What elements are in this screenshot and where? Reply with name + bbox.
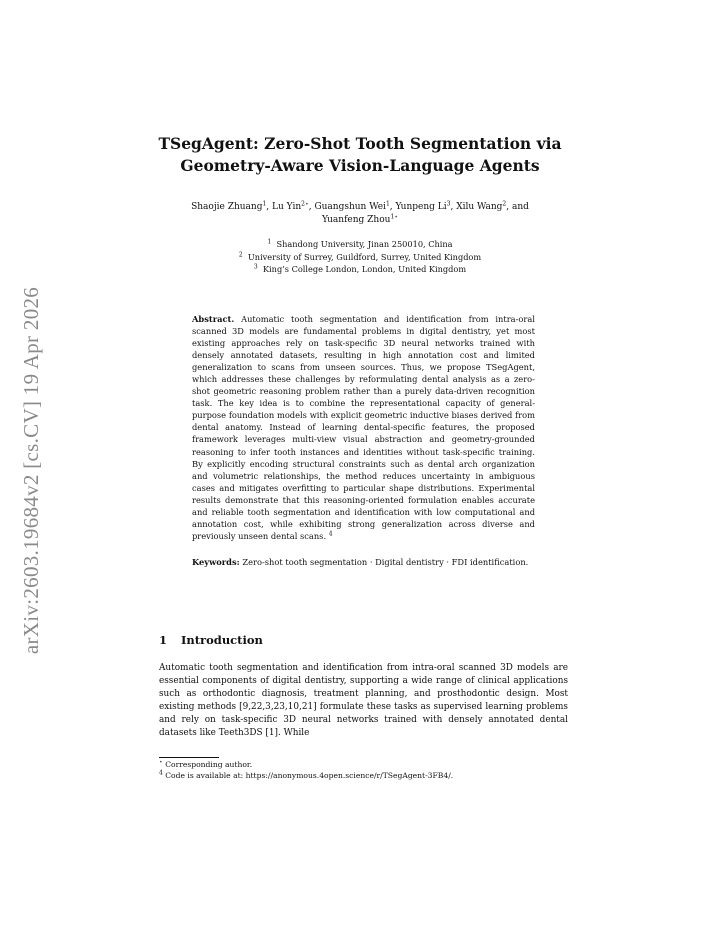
author-list [140,201,580,227]
title-line-1: TSegAgent: Zero-Shot Tooth Segmentation via [158,134,562,153]
author: Lu Yin$^{2⋆}$, [272,200,315,212]
affiliation: $^1$ Shandong University, Jinan 250010, China [267,238,453,249]
paper-title [120,133,600,177]
arxiv-sidebar-stamp [14,260,50,680]
section-heading-introduction [159,633,263,647]
arxiv-identifier: arXiv:2603.19684v2 [cs.CV] 19 Apr 2026 [19,286,44,654]
abstract-text: Automatic tooth segmentation and identification from intra-oral scanned 3D models are fundamental problems in digital dentistry, yet most existing approaches rely on task-specific 3D neural networks trained with densely annotated datasets, resulting in high annotation cost and limited generalization to scans from unseen sources. Thus, we propose TSegAgent, which addresses these challenges by reformulating dental analysis as a zero-shot geometric reasoning problem rather than a purely data-driven recognition task. The key idea is to combine the representational capacity of general-purpose foundation models with explicit geometric inductive biases derived from dental anatomy. Instead of learning dental-specific features, the proposed framework leverages multi-view visual abstraction and geometry-grounded reasoning to infer tooth instances and identities without task-specific training. By explicitly encoding structural constraints such as dental arch organization and volumetric relationships, the method reduces uncertainty in ambiguous cases and mitigates overfitting to particular shape distributions. Experimental results demonstrate that this reasoning-oriented formulation enables accurate and reliable tooth segmentation and identification with low computational and annotation cost, while exhibiting strong generalization across diverse and previously unseen dental scans. [192,314,535,541]
author: Yunpeng Li$^3$, [395,200,457,212]
section-number: 1 [159,633,168,647]
affiliation-list [150,238,570,276]
abstract-footnote-mark: 4 [328,530,333,538]
author: Yuanfeng Zhou$^{1⋆}$ [321,213,399,225]
author: Shaojie Zhuang$^1$, [191,200,273,212]
title-line-2: Geometry-Aware Vision-Language Agents [180,156,540,175]
footnote-corresponding-author: ⋆ Corresponding author. [159,758,253,769]
affiliation: $^3$ King’s College London, London, United Kingdom [253,263,467,274]
keywords [192,556,535,568]
keywords-label: Keywords: [192,557,240,567]
introduction-paragraph: Automatic tooth segmentation and identification from intra-oral scanned 3D models are essential components of digital dentistry, supporting a wide range of clinical applications such as orthodontic diagnosis, treatment planning, and prosthodontic design. Most existing methods [9,22,3,23,10,21] formulate these tasks as supervised learning problems and rely on task-specific 3D neural networks trained with densely annotated dental datasets like Teeth3DS [1]. While [159,663,568,739]
section-title: Introduction [181,633,263,647]
affiliation: $^2$ University of Surrey, Guildford, Surrey, United Kingdom [238,251,482,262]
footnotes [159,759,579,781]
abstract [192,313,535,542]
keywords-text: Zero-shot tooth segmentation · Digital dentistry · FDI identification. [242,557,529,567]
footnote-divider [159,757,219,758]
abstract-label: Abstract. [192,314,235,324]
author: Guangshun Wei$^1$, [314,200,396,212]
footnote-code-link: $^4$ Code is available at: https://anonymous.4open.science/r/TSegAgent-3FB4/. [159,769,454,780]
author: Xilu Wang$^2$, and [456,200,529,212]
